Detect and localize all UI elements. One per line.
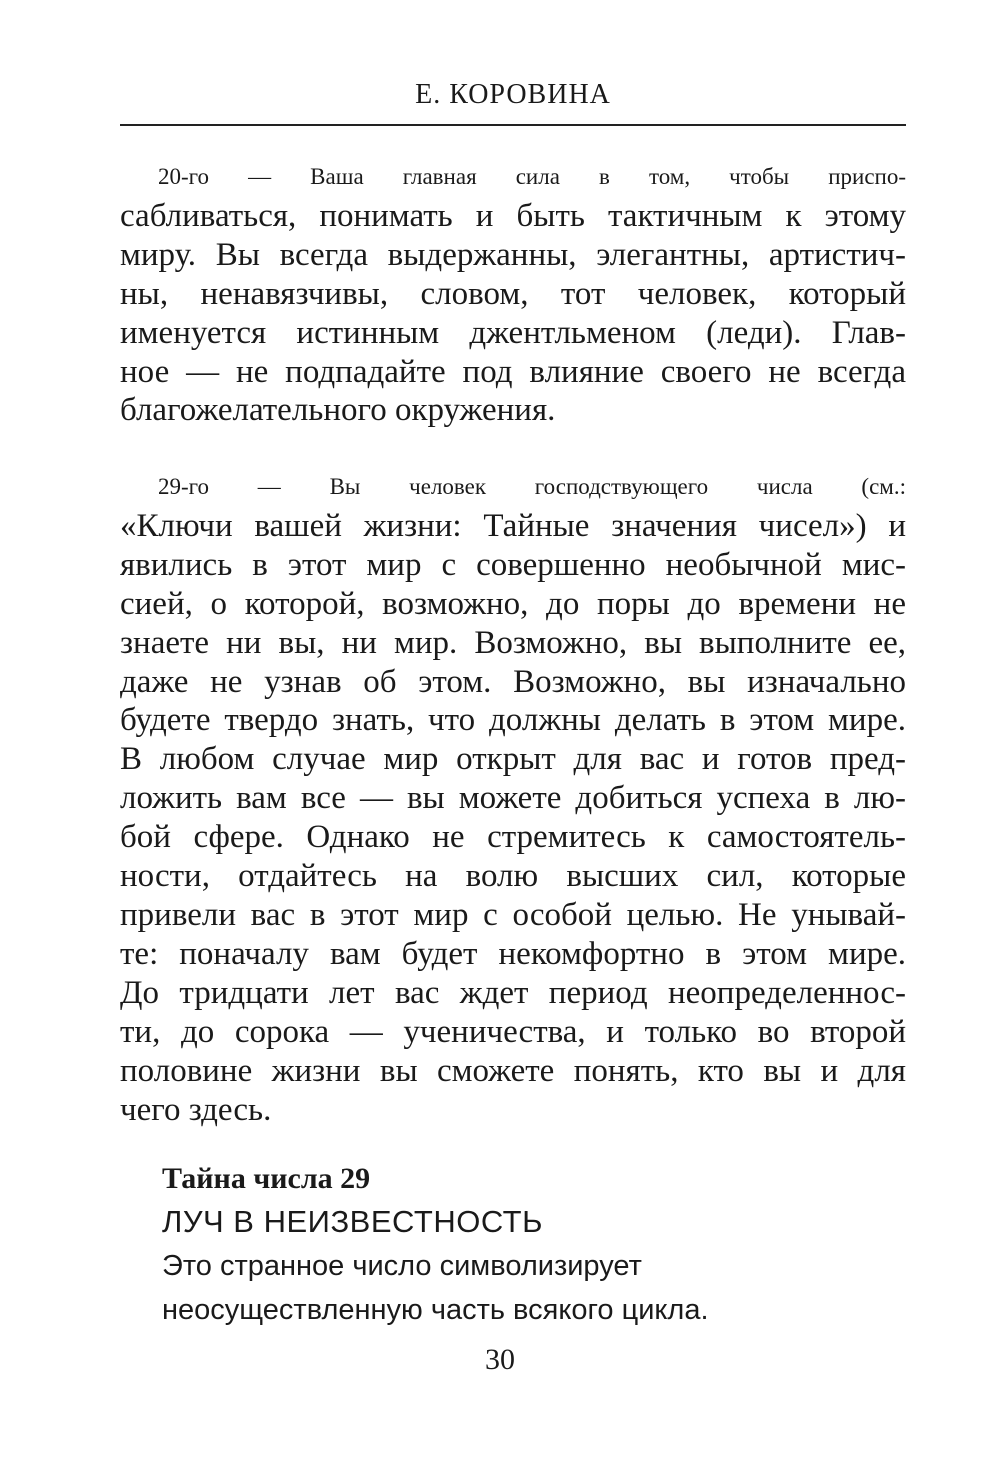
text-line: До тридцати лет вас ждет период неопределеннос-	[120, 974, 906, 1011]
text-line: сией, о которой, возможно, до поры до времени не	[120, 585, 906, 622]
paragraph-day-29	[120, 468, 906, 1129]
text-line: «Ключи вашей жизни: Тайные значения чисел») и	[120, 507, 906, 544]
text-line: миру. Вы всегда выдержанны, элегантны, артистич-	[120, 236, 906, 273]
text-line: сабливаться, понимать и быть тактичным к этому	[120, 197, 906, 234]
text-line: В любом случае мир открыт для вас и готов пред-	[120, 741, 906, 778]
section-body-line: неосуществленную часть всякого цикла.	[162, 1294, 709, 1326]
text-line: бой сфере. Однако не стремитесь к самостоятель-	[120, 819, 906, 856]
text-line: привели вас в этот мир с особой целью. Не унывай-	[120, 896, 906, 933]
section-title: ЛУЧ В НЕИЗВЕСТНОСТЬ	[162, 1204, 543, 1239]
section-body-line: Это странное число символизирует	[162, 1250, 642, 1282]
text-line: те: поначалу вам будет некомфортно в этом мире.	[120, 935, 906, 972]
text-line: чего здесь.	[120, 1091, 272, 1128]
text-line: знаете ни вы, ни мир. Возможно, вы выполните ее,	[120, 624, 906, 661]
text-line: половине жизни вы сможете понять, кто вы и для	[120, 1052, 906, 1089]
text-line: 29-го — Вы человек господствующего числа (см.:	[158, 474, 906, 499]
text-line: ложить вам все — вы можете добиться успеха в лю-	[120, 780, 906, 817]
text-line: явились в этот мир с совершенно необычной мис-	[120, 546, 906, 583]
paragraph-day-20	[120, 158, 906, 430]
page-number: 30	[485, 1343, 515, 1376]
text-line: ти, до сорока — ученичества, и только во второй	[120, 1013, 906, 1050]
text-line: именуется истинным джентльменом (леди). Глав-	[120, 314, 906, 351]
section-secret-29	[162, 1158, 906, 1332]
text-line: ности, отдайтесь на волю высших сил, которые	[120, 858, 906, 895]
running-head: Е. КОРОВИНА	[415, 79, 611, 110]
header-rule	[120, 124, 906, 126]
text-line: ное — не подпадайте под влияние своего не всегда	[120, 353, 906, 390]
text-line: 20-го — Ваша главная сила в том, чтобы приспо-	[158, 164, 906, 189]
section-heading: Тайна числа 29	[162, 1162, 371, 1195]
text-line: ны, ненавязчивы, словом, тот человек, который	[120, 275, 906, 312]
text-line: благожелательного окружения.	[120, 392, 556, 429]
text-line: будете твердо знать, что должны делать в этом мире.	[120, 702, 906, 739]
section-body	[162, 1244, 906, 1332]
text-line: даже не узнав об этом. Возможно, вы изначально	[120, 663, 906, 700]
